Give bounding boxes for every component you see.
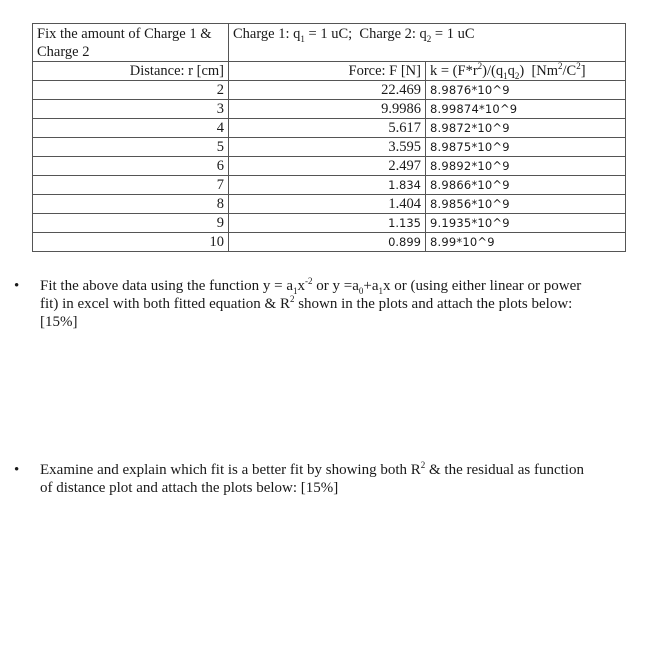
- distance-cell: 5: [33, 138, 229, 157]
- charge1-value: = 1 uC;: [304, 26, 353, 42]
- bullet-2-marker: •: [14, 462, 20, 478]
- k-cell: 9.1935*10^9: [426, 214, 626, 233]
- b1-s1: 1: [293, 286, 298, 296]
- bullet-2-text: [40, 461, 600, 497]
- table-row: [33, 214, 626, 233]
- distance-header: Distance: r [cm]: [33, 62, 229, 81]
- k-units-sup2: 2: [576, 61, 581, 72]
- b1-p4: +a: [363, 278, 379, 294]
- k-cell: 8.9856*10^9: [426, 195, 626, 214]
- b1-p2: x: [297, 278, 305, 294]
- bullet-1-text: [40, 277, 600, 331]
- force-cell: 22.469: [229, 81, 426, 100]
- force-cell: 1.404: [229, 195, 426, 214]
- k-units-mid: /C: [562, 63, 577, 79]
- k-cell: 8.99*10^9: [426, 233, 626, 252]
- table-row: [33, 138, 626, 157]
- force-cell: 0.899: [229, 233, 426, 252]
- charges-cell: [229, 24, 626, 62]
- bullet-1-marker: •: [14, 278, 20, 294]
- b1-e2: 2: [289, 294, 295, 304]
- charge-data-table: [32, 23, 626, 252]
- table-row: [33, 119, 626, 138]
- distance-cell: 7: [33, 176, 229, 195]
- k-prefix: k = (F*r: [430, 63, 478, 79]
- k-cell: 8.9876*10^9: [426, 81, 626, 100]
- k-header: [426, 62, 626, 81]
- charge1-label: Charge 1: q: [233, 26, 301, 42]
- b1-p6: shown in the plots and attach the plots below: [15%]: [40, 296, 573, 330]
- k-cell: 8.9875*10^9: [426, 138, 626, 157]
- table-header-row: [33, 24, 626, 62]
- charge2-subscript: 2: [426, 33, 432, 44]
- b2-p2: & the residual as function of distance plot and attach the plots below: [15%]: [40, 462, 584, 496]
- force-cell: 1.135: [229, 214, 426, 233]
- k-cell: 8.9892*10^9: [426, 157, 626, 176]
- fix-charge-cell: Fix the amount of Charge 1 & Charge 2: [33, 24, 229, 62]
- table-row: [33, 81, 626, 100]
- b1-p3: or y =a: [312, 278, 359, 294]
- force-header: Force: F [N]: [229, 62, 426, 81]
- force-cell: 1.834: [229, 176, 426, 195]
- k-cell: 8.9872*10^9: [426, 119, 626, 138]
- distance-cell: 3: [33, 100, 229, 119]
- b2-e1: 2: [420, 460, 426, 470]
- table-row: [33, 176, 626, 195]
- k-mid: )/(q: [482, 63, 504, 79]
- b2-p1: Examine and explain which fit is a better fit by showing both R: [40, 462, 421, 478]
- charge2-value: = 1 uC: [431, 26, 475, 42]
- k-cell: 8.99874*10^9: [426, 100, 626, 119]
- b1-s2: 0: [358, 286, 364, 296]
- column-header-row: [33, 62, 626, 81]
- k-close: ): [519, 63, 525, 79]
- table-row: [33, 195, 626, 214]
- k-cell: 8.9866*10^9: [426, 176, 626, 195]
- k-sub1: 1: [503, 70, 508, 81]
- b1-p1: Fit the above data using the function y = a: [40, 278, 293, 294]
- force-cell: 5.617: [229, 119, 426, 138]
- force-cell: 2.497: [229, 157, 426, 176]
- charge1-subscript: 1: [300, 33, 305, 44]
- distance-cell: 4: [33, 119, 229, 138]
- table-row: [33, 233, 626, 252]
- k-units-sup1: 2: [558, 61, 563, 72]
- k-q2: q: [507, 63, 515, 79]
- k-units-close: ]: [580, 63, 586, 79]
- table-row: [33, 100, 626, 119]
- distance-cell: 6: [33, 157, 229, 176]
- distance-cell: 10: [33, 233, 229, 252]
- k-units-prefix: [Nm: [531, 63, 559, 79]
- force-cell: 3.595: [229, 138, 426, 157]
- distance-cell: 9: [33, 214, 229, 233]
- k-sub2: 2: [514, 70, 520, 81]
- b1-e1: -2: [305, 276, 313, 286]
- distance-cell: 8: [33, 195, 229, 214]
- b1-s3: 1: [378, 286, 383, 296]
- k-sup: 2: [477, 61, 483, 72]
- table-row: [33, 157, 626, 176]
- charge2-label: Charge 2: q: [359, 26, 427, 42]
- b1-p5: x or (using either linear or power fit) in excel with both fitted equation & R: [40, 278, 582, 312]
- force-cell: 9.9986: [229, 100, 426, 119]
- distance-cell: 2: [33, 81, 229, 100]
